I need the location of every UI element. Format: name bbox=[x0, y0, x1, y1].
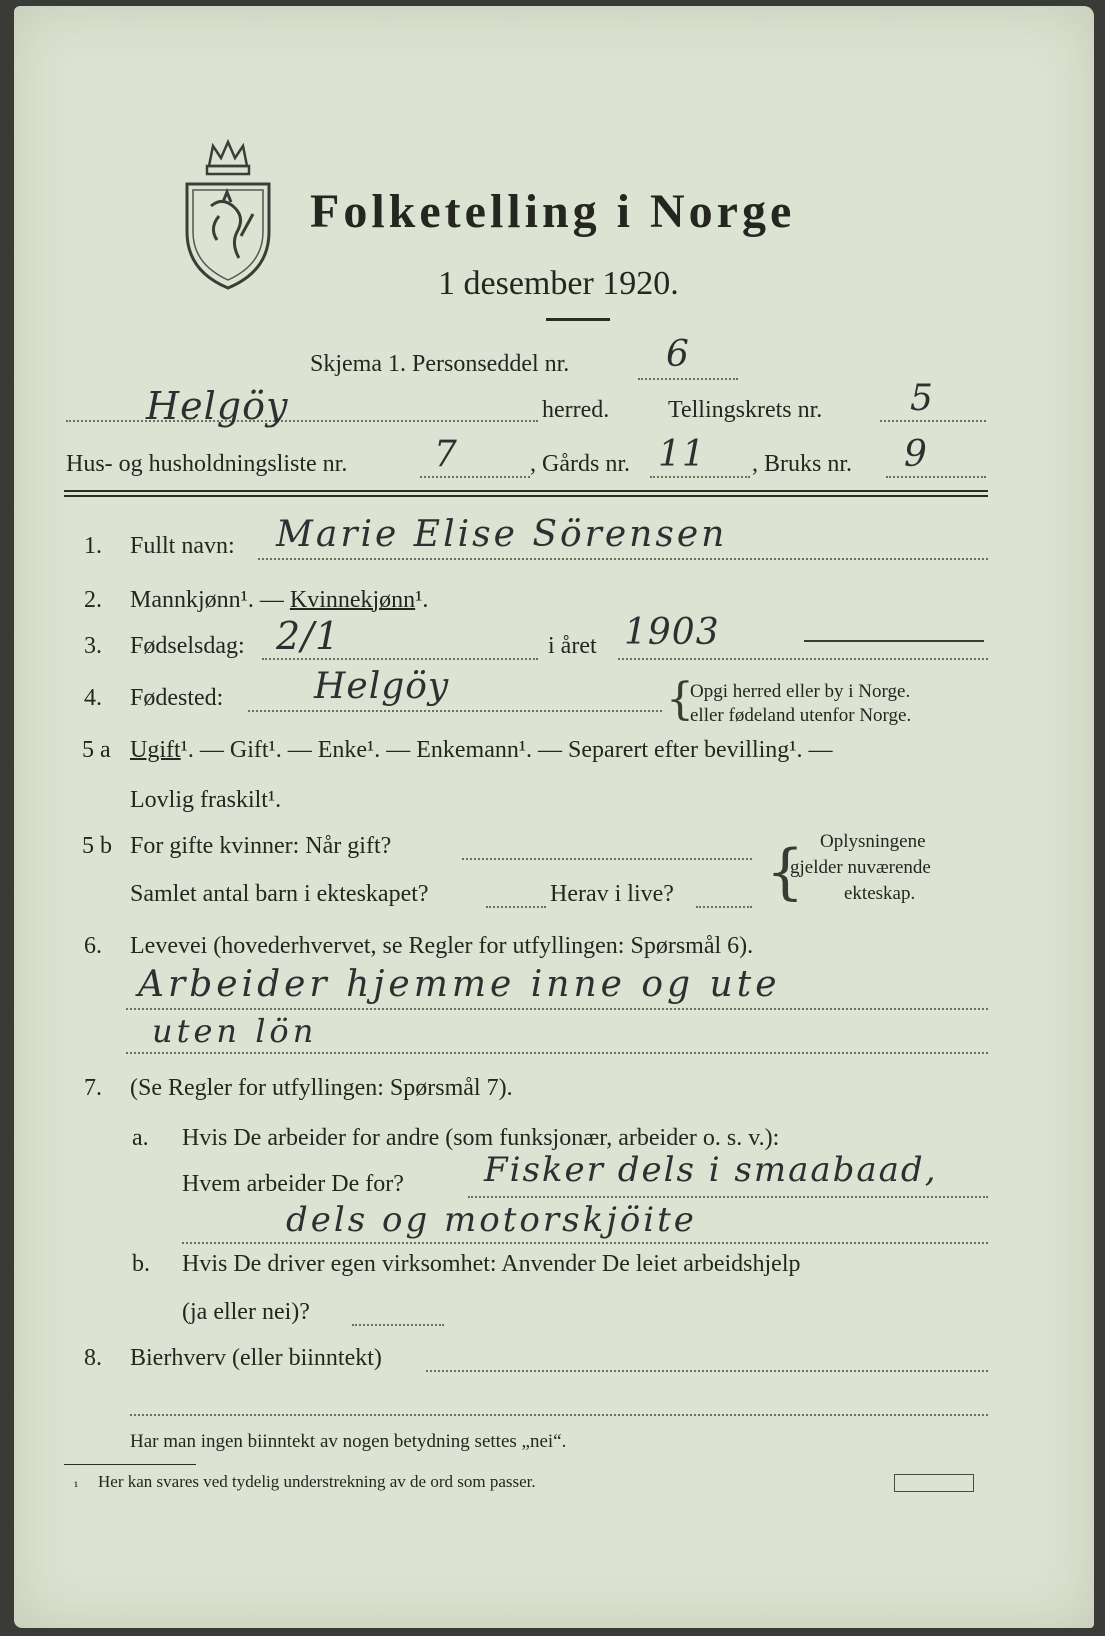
q7a-employer-value-1: Fisker dels i smaabaad, bbox=[484, 1150, 938, 1190]
q2-mannkjonn: Mannkjønn¹. — bbox=[130, 587, 284, 613]
printer-stamp bbox=[894, 1474, 974, 1492]
q7a-letter: a. bbox=[132, 1125, 149, 1151]
herred-value: Helgöy bbox=[146, 384, 289, 428]
q7b-line bbox=[352, 1324, 444, 1326]
q5b-note-line-1: Oplysningene bbox=[820, 831, 926, 852]
q5a-marital-options bbox=[130, 736, 833, 764]
q3-label: Fødselsdag: bbox=[130, 633, 245, 659]
q3-year-label: i året bbox=[548, 633, 597, 659]
q7b-label: Hvis De driver egen virksomhet: Anvender De leiet arbeidshjelp bbox=[182, 1251, 801, 1277]
census-form-sheet bbox=[14, 6, 1094, 1628]
q7-number: 7. bbox=[84, 1075, 102, 1101]
q8-line-2 bbox=[130, 1414, 988, 1416]
q7-label: (Se Regler for utfyllingen: Spørsmål 7). bbox=[130, 1075, 513, 1101]
q6-line-2 bbox=[126, 1052, 988, 1054]
q5a-ugift-underlined: Ugift bbox=[130, 737, 181, 763]
footnote-mark: ¹ bbox=[74, 1480, 79, 1495]
q8-line-1 bbox=[426, 1370, 988, 1372]
q3-birthday-value: 2/1 bbox=[276, 614, 341, 658]
q7a-employer-value-2: dels og motorskjöite bbox=[286, 1200, 697, 1240]
q1-label: Fullt navn: bbox=[130, 533, 235, 559]
q6-occupation-value-1: Arbeider hjemme inne og ute bbox=[138, 964, 781, 1005]
q5b-label: For gifte kvinner: Når gift? bbox=[130, 833, 392, 859]
q5b-number: 5 b bbox=[82, 833, 112, 859]
q6-occupation-value-2: uten lön bbox=[152, 1012, 318, 1050]
q7a-label: Hvis De arbeider for andre (som funksjonær, arbeider o. s. v.): bbox=[182, 1125, 780, 1151]
form-title: Folketelling i Norge bbox=[310, 185, 796, 238]
title-divider bbox=[546, 318, 610, 321]
q1-full-name-value: Marie Elise Sörensen bbox=[276, 514, 728, 555]
q5a-other-options: ¹. — Gift¹. — Enke¹. — Enkemann¹. — Separert efter bevilling¹. — bbox=[180, 737, 833, 763]
footnote-rule bbox=[64, 1464, 196, 1465]
footnote-text: Her kan svares ved tydelig understrekning av de ord som passer. bbox=[98, 1472, 536, 1491]
tellingskrets-line bbox=[880, 420, 986, 422]
gards-line bbox=[650, 476, 750, 478]
q7b-ja-nei-label: (ja eller nei)? bbox=[182, 1299, 310, 1325]
q2-kvinnekjonn-mark: ¹. bbox=[415, 587, 429, 613]
header-rule-top bbox=[64, 490, 988, 492]
q8-number: 8. bbox=[84, 1345, 102, 1371]
q6-number: 6. bbox=[84, 933, 102, 959]
q7a-line-1 bbox=[468, 1196, 988, 1198]
bruks-line bbox=[886, 476, 986, 478]
q5b-note-brace: { bbox=[766, 837, 805, 907]
personseddel-nr-value: 6 bbox=[666, 334, 690, 375]
q4-note-line-2: eller fødeland utenfor Norge. bbox=[690, 705, 912, 726]
tellingskrets-label: Tellingskrets nr. bbox=[668, 397, 823, 423]
bruks-nr-value: 9 bbox=[904, 434, 928, 475]
q7a-line-2 bbox=[182, 1242, 988, 1244]
q5b-alive-line bbox=[696, 906, 752, 908]
q5a-number: 5 a bbox=[82, 737, 111, 763]
q2-kvinnekjonn-underlined: Kvinnekjønn bbox=[289, 587, 416, 613]
q4-note-line-1: Opgi herred eller by i Norge. bbox=[690, 681, 911, 702]
husliste-line bbox=[420, 476, 530, 478]
coat-of-arms-emblem bbox=[179, 136, 277, 296]
q8-nei-note: Har man ingen biinntekt av nogen betydning settes „nei“. bbox=[130, 1431, 567, 1452]
herred-line bbox=[66, 420, 538, 422]
husliste-label: Hus- og husholdningsliste nr. bbox=[66, 451, 348, 477]
q2-number: 2. bbox=[84, 587, 102, 613]
q3-year-value: 1903 bbox=[624, 612, 720, 653]
q3-year-line bbox=[618, 658, 988, 660]
q5b-note-line-2: gjelder nuværende bbox=[790, 857, 931, 878]
gards-nr-value: 11 bbox=[658, 434, 706, 475]
q3-strikeout bbox=[804, 640, 984, 642]
census-date: 1 desember 1920. bbox=[438, 265, 679, 302]
q5b-line bbox=[462, 858, 752, 860]
q1-line bbox=[258, 558, 988, 560]
q5b-children-line bbox=[486, 906, 546, 908]
q8-label: Bierhverv (eller biinntekt) bbox=[130, 1345, 382, 1371]
q5b-children-label: Samlet antal barn i ekteskapet? bbox=[130, 881, 429, 907]
herred-label: herred. bbox=[542, 397, 610, 423]
q7b-letter: b. bbox=[132, 1251, 150, 1277]
q3-number: 3. bbox=[84, 633, 102, 659]
husliste-nr-value: 7 bbox=[434, 434, 458, 475]
q4-birthplace-value: Helgöy bbox=[314, 666, 450, 707]
q5a-lovlig-fraskilt: Lovlig fraskilt¹. bbox=[130, 787, 282, 813]
gards-label: , Gårds nr. bbox=[530, 451, 630, 477]
q4-line bbox=[248, 710, 662, 712]
personseddel-line bbox=[638, 378, 738, 380]
q1-number: 1. bbox=[84, 533, 102, 559]
tellingskrets-nr-value: 5 bbox=[910, 378, 934, 419]
q6-line-1 bbox=[126, 1008, 988, 1010]
q3-line bbox=[262, 658, 538, 660]
q6-label: Levevei (hovederhvervet, se Regler for utfyllingen: Spørsmål 6). bbox=[130, 933, 754, 959]
q4-label: Fødested: bbox=[130, 685, 224, 711]
bruks-label: , Bruks nr. bbox=[752, 451, 853, 477]
q7a-employer-label: Hvem arbeider De for? bbox=[182, 1171, 404, 1197]
skjema-label: Skjema 1. Personseddel nr. bbox=[310, 351, 570, 377]
q5b-note-line-3: ekteskap. bbox=[844, 883, 916, 904]
q2-sex-options bbox=[130, 586, 428, 614]
q5b-alive-label: Herav i live? bbox=[550, 881, 674, 907]
q4-number: 4. bbox=[84, 685, 102, 711]
q4-note-brace: { bbox=[666, 674, 694, 725]
header-rule-bottom bbox=[64, 495, 988, 497]
